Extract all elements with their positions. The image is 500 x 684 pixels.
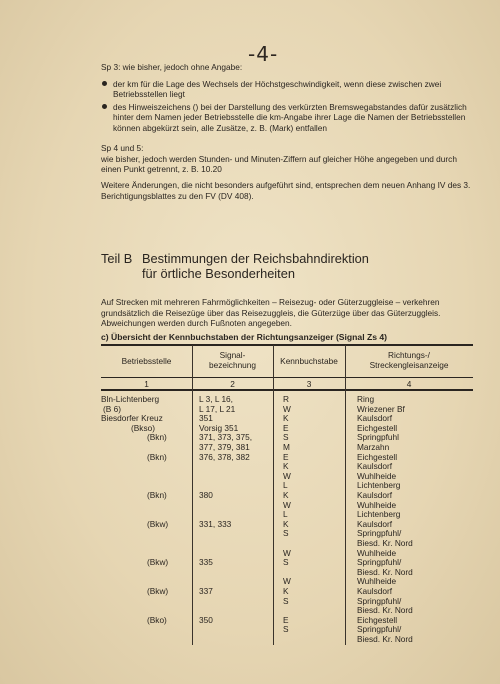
table-cell-4: Biesd. Kr. Nord	[357, 605, 413, 616]
table-cell-4: Eichgestell	[357, 614, 398, 625]
table-cell-3: M	[283, 442, 290, 452]
sp3-section	[101, 62, 471, 135]
table-cell-3: E	[283, 614, 289, 625]
sp3-bullet-2-text: des Hinweiszeichens () bei der Darstellung des verkürzten Bremswegabstandes dafür zusätzlich hinter dem Namen jeder Betriebsstelle die km-Angabe ihrer Lage die Namen der Betriebsstellen können abgekürzt sein, alle Zusätze, z. B. (Mark) entfallen	[113, 101, 467, 133]
table-cell-1: (Bko)	[147, 614, 167, 625]
table-cell-3: W	[283, 499, 291, 510]
table-cell-3: K	[283, 490, 289, 500]
table-cell-2: 380	[199, 490, 213, 500]
header-richtungsanzeige	[345, 350, 473, 370]
table-cell-1: Biesdorfer Kreuz	[101, 413, 163, 424]
header-text: Streckengleisanzeige	[369, 360, 449, 370]
column-number: 1	[144, 379, 149, 389]
column-number: 4	[406, 379, 412, 389]
table-top-rule	[101, 344, 473, 346]
table-cell-3: K	[283, 413, 289, 424]
table-cell-1: Bln-Lichtenberg	[101, 394, 160, 404]
table-header-rule	[101, 377, 473, 378]
table-cell-4: Ring	[357, 394, 375, 404]
table-cell-4: Marzahn	[357, 442, 390, 452]
page-number: -4-	[248, 42, 279, 66]
sp3-heading: Sp 3: wie bisher, jedoch ohne Angabe:	[101, 62, 243, 72]
table-cell-4: Eichgestell	[357, 422, 398, 433]
table-number-rule	[101, 389, 473, 391]
table-cell-3: L	[283, 509, 288, 520]
table-cell-1: (B 6)	[103, 403, 121, 414]
table-cell-3: K	[283, 586, 289, 596]
section-title: c) Übersicht der Kennbuchstaben der Richtungsanzeiger (Signal Zs 4)	[101, 332, 388, 342]
table-cell-1: (Bkso)	[131, 422, 155, 433]
table-cell-2: 377, 379, 381	[199, 442, 250, 452]
table-cell-3: E	[283, 451, 289, 462]
table-cell-2: L 3, L 16,	[199, 394, 233, 404]
table-cell-4: Springpfuhl/	[357, 624, 402, 635]
table-cell-3: S	[283, 528, 289, 539]
table-cell-2: 376, 378, 382	[199, 451, 250, 462]
teil-b-title-line2: für örtliche Besonderheiten	[142, 266, 295, 281]
table-cell-4: Kaulsdorf	[357, 586, 393, 596]
table-cell-3: S	[283, 432, 289, 443]
table-cell-3: S	[283, 595, 289, 606]
header-text: Betriebsstelle	[121, 356, 172, 366]
sp45-section	[101, 143, 473, 175]
column-number: 3	[306, 379, 312, 389]
table-cell-1: (Bkw)	[147, 586, 169, 596]
header-text: Signal-	[219, 350, 246, 360]
table-cell-3: S	[283, 557, 289, 568]
table-cell-4: Biesd. Kr. Nord	[357, 634, 413, 644]
table-cell-2: 337	[199, 586, 213, 596]
table-cell-4: Kaulsdorf	[357, 413, 393, 424]
header-text: Kennbuchstabe	[280, 356, 338, 366]
table-cell-3: K	[283, 518, 289, 529]
table-cell-4: Springpfuhl/	[357, 595, 402, 606]
table-cell-4: Springpfuhl/	[357, 528, 402, 539]
table-cell-3: W	[283, 576, 291, 587]
header-text: Richtungs-/	[388, 350, 430, 360]
table-cell-3: W	[283, 547, 291, 558]
table-cell-2: Vorsig 351	[199, 422, 239, 433]
table-cell-2: 350	[199, 614, 213, 625]
column-divider	[192, 345, 193, 645]
table-cell-3: E	[283, 422, 289, 433]
bullet-dot-icon	[102, 104, 107, 109]
kennbuchstaben-table	[101, 344, 473, 664]
table-cell-3: W	[283, 470, 291, 481]
table-cell-3: L	[283, 480, 288, 491]
table-cell-4: Biesd. Kr. Nord	[357, 566, 413, 577]
table-cell-4: Kaulsdorf	[357, 461, 393, 472]
column-divider	[273, 345, 274, 645]
header-kennbuchstabe	[273, 356, 345, 366]
weitere-paragraph: Weitere Änderungen, die nicht besonders aufgeführt sind, entsprechen dem neuen Anhang IV des 3. Berichtigungsblattes zu den FV (DV 408).	[101, 180, 471, 201]
table-cell-2: L 17, L 21	[199, 403, 236, 414]
table-cell-2: 331, 333	[199, 518, 232, 529]
table-cell-4: Kaulsdorf	[357, 518, 393, 529]
table-cell-4: Wuhlheide	[357, 547, 397, 558]
teil-b-heading	[101, 251, 369, 281]
table-cell-4: Eichgestell	[357, 451, 398, 462]
table-cell-2: 351	[199, 413, 213, 424]
sp3-bullet-1-text: der km für die Lage des Wechsels der Höchstgeschwindigkeit, wenn diese zwischen zwei Betriebsstellen liegt	[113, 78, 442, 99]
sp45-text: wie bisher, jedoch werden Stunden- und Minuten-Ziffern auf gleicher Höhe angegeben und durch einen Punkt getrennt, z. B. 10.20	[101, 153, 457, 174]
table-cell-1: (Bkn)	[147, 432, 167, 443]
column-divider	[345, 345, 346, 645]
header-betriebsstelle	[101, 356, 192, 366]
table-cell-4: Wuhlheide	[357, 576, 397, 587]
header-text: bezeichnung	[208, 360, 257, 370]
table-cell-2: 335	[199, 557, 213, 568]
table-cell-4: Lichtenberg	[357, 509, 401, 520]
table-cell-1: (Bkn)	[147, 451, 167, 462]
sp3-bullet-2	[101, 102, 471, 134]
table-cell-4: Springpfuhl/	[357, 557, 402, 568]
table-cell-4: Kaulsdorf	[357, 490, 393, 500]
header-signalbezeichnung	[192, 350, 273, 370]
table-cell-4: Wriezener Bf	[357, 403, 405, 414]
table-cell-4: Biesd. Kr. Nord	[357, 538, 413, 548]
bullet-dot-icon	[102, 81, 107, 86]
column-number: 2	[230, 379, 235, 389]
table-cell-3: S	[283, 624, 289, 635]
table-cell-1: (Bkw)	[147, 518, 169, 529]
table-cell-3: W	[283, 403, 291, 414]
table-cell-4: Wuhlheide	[357, 470, 397, 481]
intro-paragraph: Auf Strecken mit mehreren Fahrmöglichkeiten – Reisezug- oder Güterzuggleise – verkehren grundsätzlich die Reisezüge über das Reisezuggleis, die Güterzüge über das Güterzuggleis. Abweichungen werden durch Fußnoten angegeben.	[101, 297, 441, 328]
table-cell-1: (Bkn)	[147, 490, 167, 500]
table-cell-1: (Bkw)	[147, 557, 169, 568]
table-cell-3: R	[283, 394, 289, 404]
teil-b-label: Teil B	[101, 251, 133, 266]
table-cell-3: K	[283, 461, 289, 472]
table-cell-4: Wuhlheide	[357, 499, 397, 510]
sp45-heading: Sp 4 und 5:	[101, 143, 144, 153]
teil-b-title-line1: Bestimmungen der Reichsbahndirektion	[142, 251, 369, 266]
sp3-bullet-1	[101, 79, 471, 100]
table-cell-4: Springpfuhl	[357, 432, 399, 443]
table-cell-2: 371, 373, 375,	[199, 432, 253, 443]
table-cell-4: Lichtenberg	[357, 480, 401, 491]
